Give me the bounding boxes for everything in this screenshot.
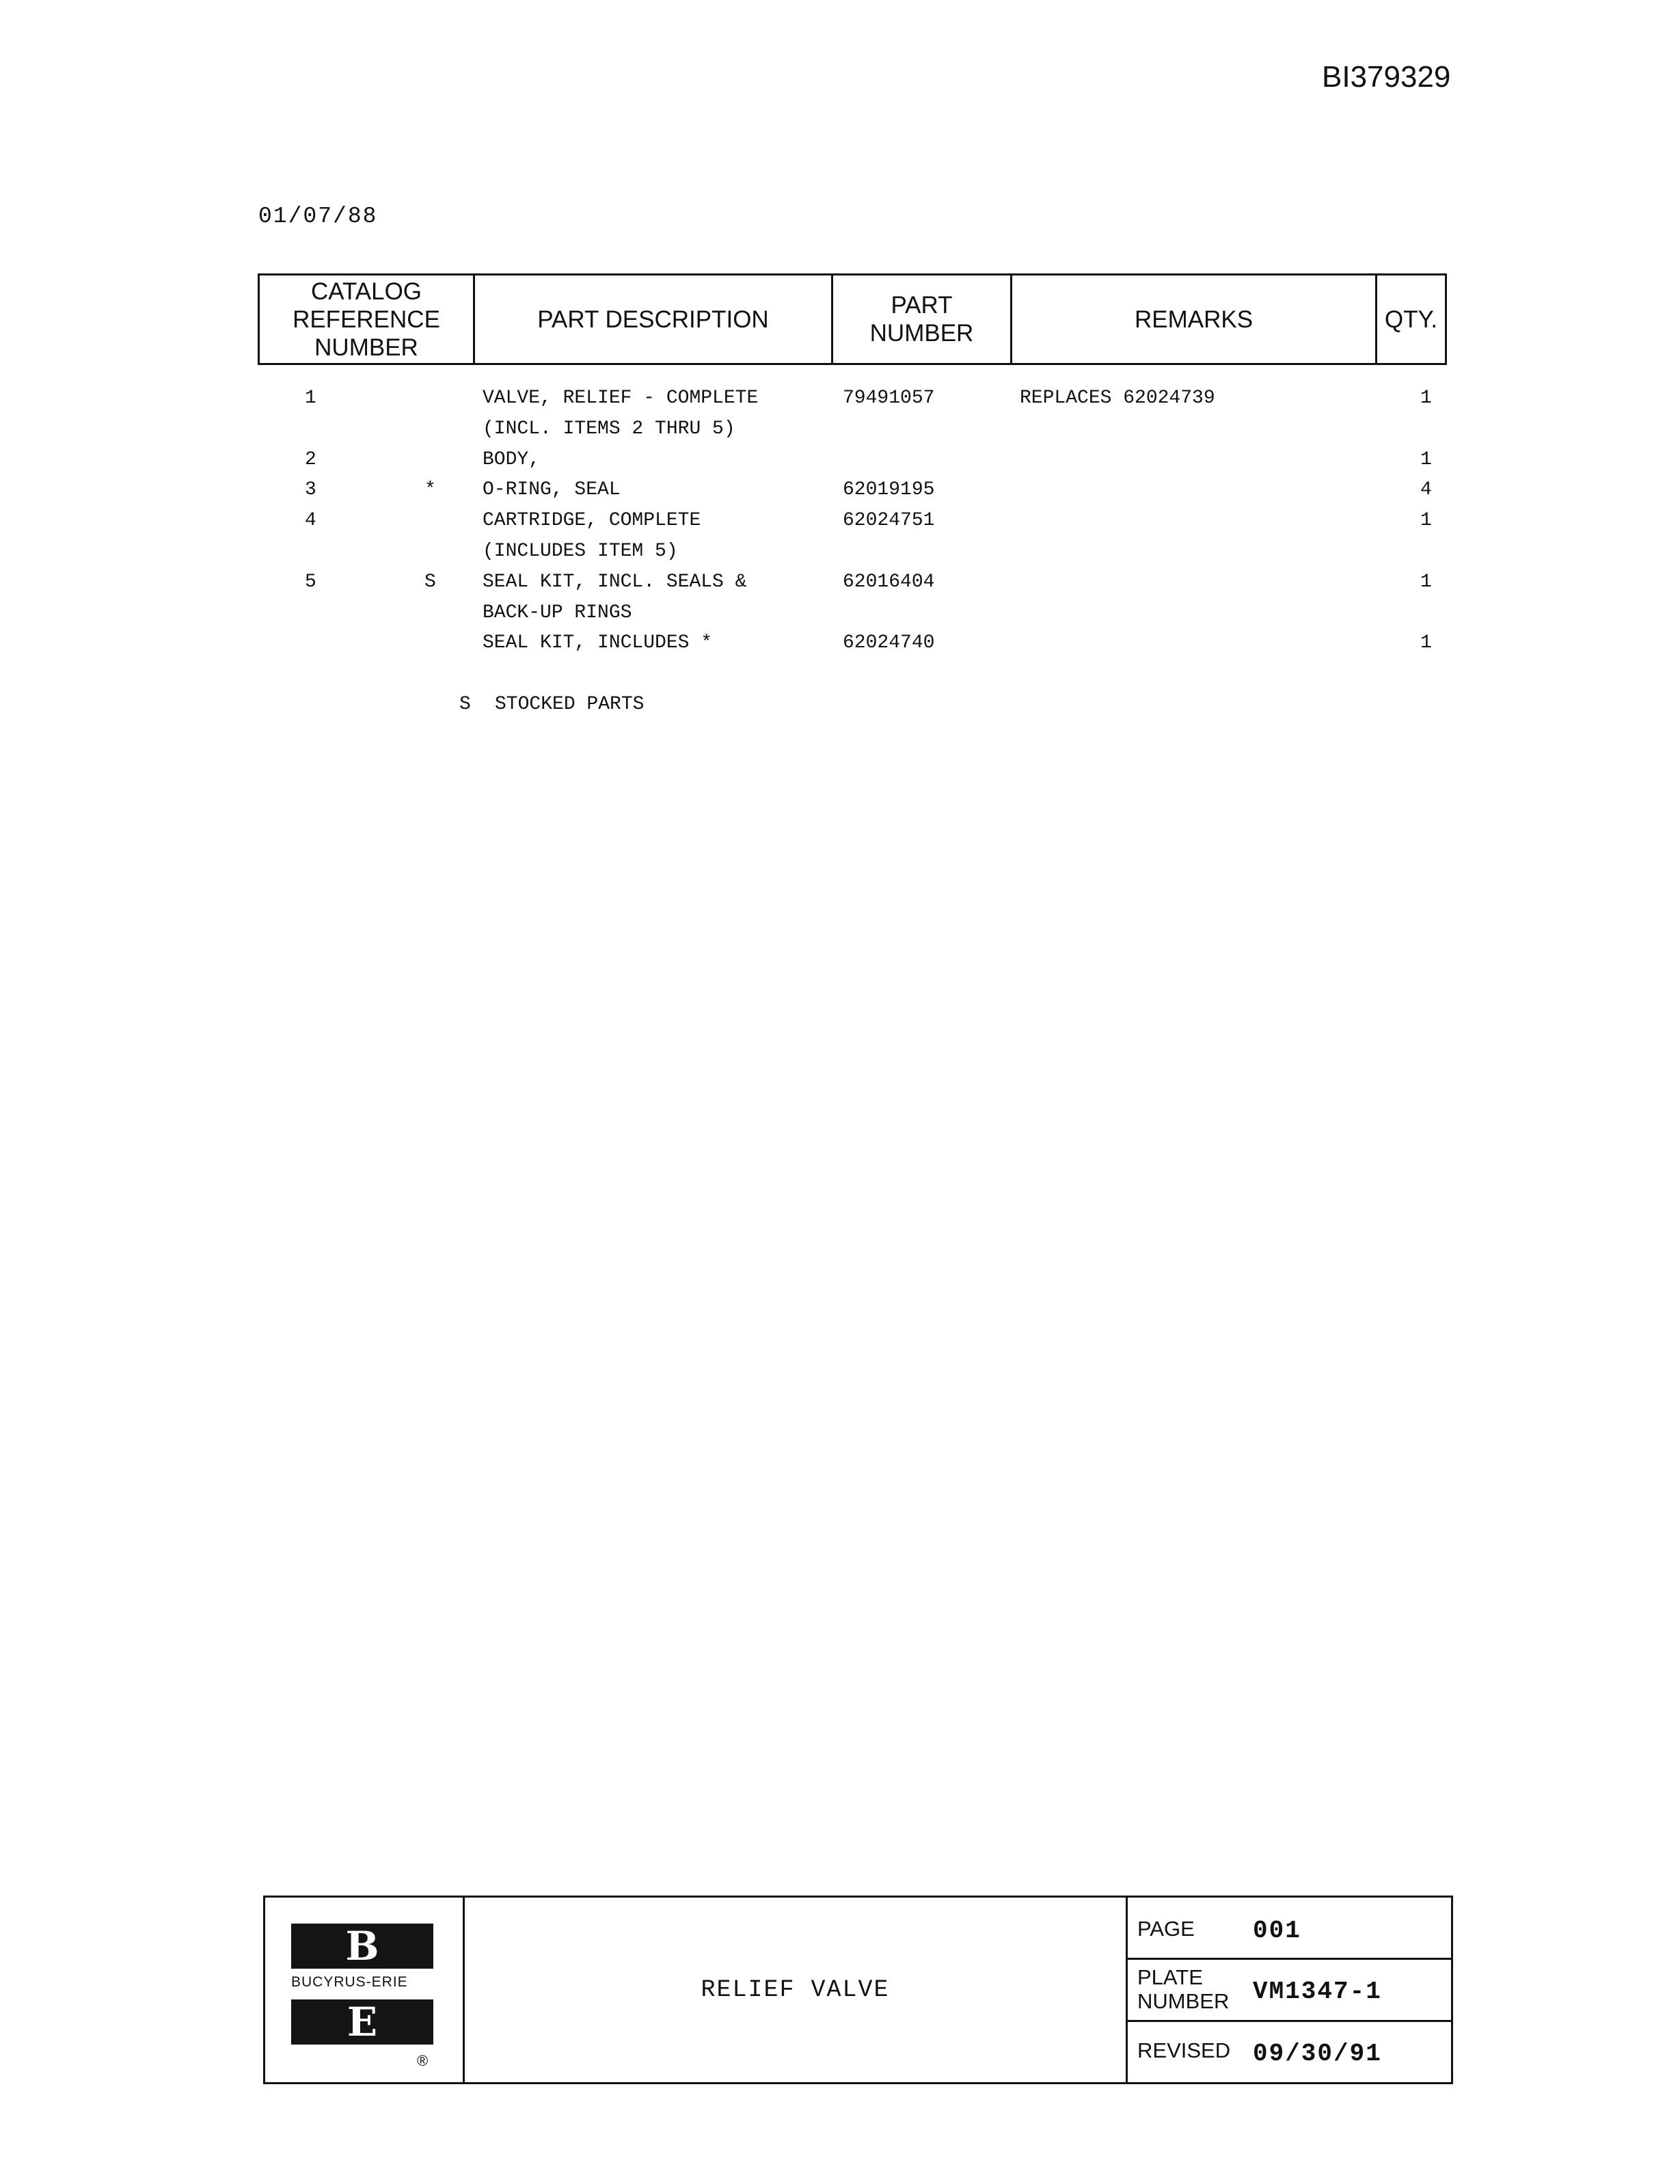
- header-catalog-reference-number: [260, 275, 475, 363]
- row-remarks: REPLACES 62024739: [1020, 388, 1215, 409]
- header-part-description-label: PART DESCRIPTION: [537, 306, 769, 333]
- row-ref: 2: [305, 449, 316, 470]
- drawing-title-text: RELIEF VALVE: [701, 1976, 890, 2004]
- title-block: [263, 1896, 1453, 2084]
- legend-text: STOCKED PARTS: [495, 694, 645, 715]
- row-description: SEAL KIT, INCL. SEALS &: [483, 571, 747, 593]
- row-ref: 3: [305, 479, 316, 500]
- header-part-number: [833, 275, 1012, 363]
- plate-number-label: [1137, 1965, 1229, 2013]
- header-catalog-line2: REFERENCE: [293, 306, 440, 333]
- plate-number-row: [1128, 1960, 1451, 2022]
- revised-row: [1128, 2022, 1451, 2082]
- row-qty: 1: [1420, 510, 1432, 531]
- row-part-number: 62024751: [843, 510, 935, 531]
- document-date: 01/07/88: [258, 204, 378, 229]
- row-description: O-RING, SEAL: [483, 479, 621, 500]
- document-id: BI379329: [1322, 60, 1451, 94]
- row-description: SEAL KIT, INCLUDES *: [483, 632, 713, 653]
- row-qty: 1: [1420, 632, 1432, 653]
- revised-label: REVISED: [1137, 2038, 1231, 2062]
- row-qty: 4: [1420, 479, 1432, 500]
- plate-number-value: VM1347-1: [1253, 1978, 1382, 2006]
- page-value: 001: [1253, 1917, 1301, 1945]
- row-description: (INCLUDES ITEM 5): [483, 541, 678, 562]
- row-part-number: 62016404: [843, 571, 935, 593]
- company-logo: [265, 1898, 465, 2082]
- logo-b-letter: B: [345, 1923, 379, 1969]
- header-qty: [1377, 275, 1445, 363]
- row-qty: 1: [1420, 388, 1432, 409]
- page-label: PAGE: [1137, 1917, 1195, 1941]
- header-part-number-line1: PART: [891, 292, 953, 319]
- logo-e-block: [291, 1999, 433, 2045]
- header-qty-label: QTY.: [1384, 306, 1438, 333]
- logo-company-name: BUCYRUS-ERIE: [291, 1974, 408, 1990]
- row-description: VALVE, RELIEF - COMPLETE: [483, 388, 759, 409]
- plate-label-line1: PLATE: [1137, 1965, 1203, 1989]
- revised-value: 09/30/91: [1253, 2040, 1382, 2068]
- row-part-number: 62024740: [843, 632, 935, 653]
- parts-table-header: [258, 273, 1447, 365]
- logo-b-block: [291, 1924, 433, 1969]
- row-part-number: 62019195: [843, 479, 935, 500]
- plate-label-line2: NUMBER: [1137, 1989, 1230, 2013]
- header-part-description: [475, 275, 833, 363]
- row-mark: S: [424, 571, 436, 593]
- drawing-title: [465, 1898, 1128, 2082]
- registered-mark: ®: [417, 2052, 429, 2069]
- row-description: BACK-UP RINGS: [483, 602, 632, 623]
- row-ref: 1: [305, 388, 316, 409]
- row-qty: 1: [1420, 571, 1432, 593]
- page-row: [1128, 1898, 1451, 1960]
- row-description: BODY,: [483, 449, 541, 470]
- row-description: CARTRIDGE, COMPLETE: [483, 510, 701, 531]
- legend-key: S: [459, 694, 471, 715]
- row-mark: *: [424, 479, 436, 500]
- header-catalog-line1: CATALOG: [310, 278, 422, 305]
- logo-e-letter: E: [347, 1999, 378, 2045]
- header-remarks: [1012, 275, 1377, 363]
- row-qty: 1: [1420, 449, 1432, 470]
- title-block-info: [1128, 1898, 1451, 2082]
- row-ref: 5: [305, 571, 316, 593]
- row-description: (INCL. ITEMS 2 THRU 5): [483, 418, 735, 440]
- row-part-number: 79491057: [843, 388, 935, 409]
- header-catalog-line3: NUMBER: [314, 334, 418, 361]
- header-remarks-label: REMARKS: [1134, 306, 1254, 333]
- row-ref: 4: [305, 510, 316, 531]
- header-part-number-line2: NUMBER: [869, 320, 974, 347]
